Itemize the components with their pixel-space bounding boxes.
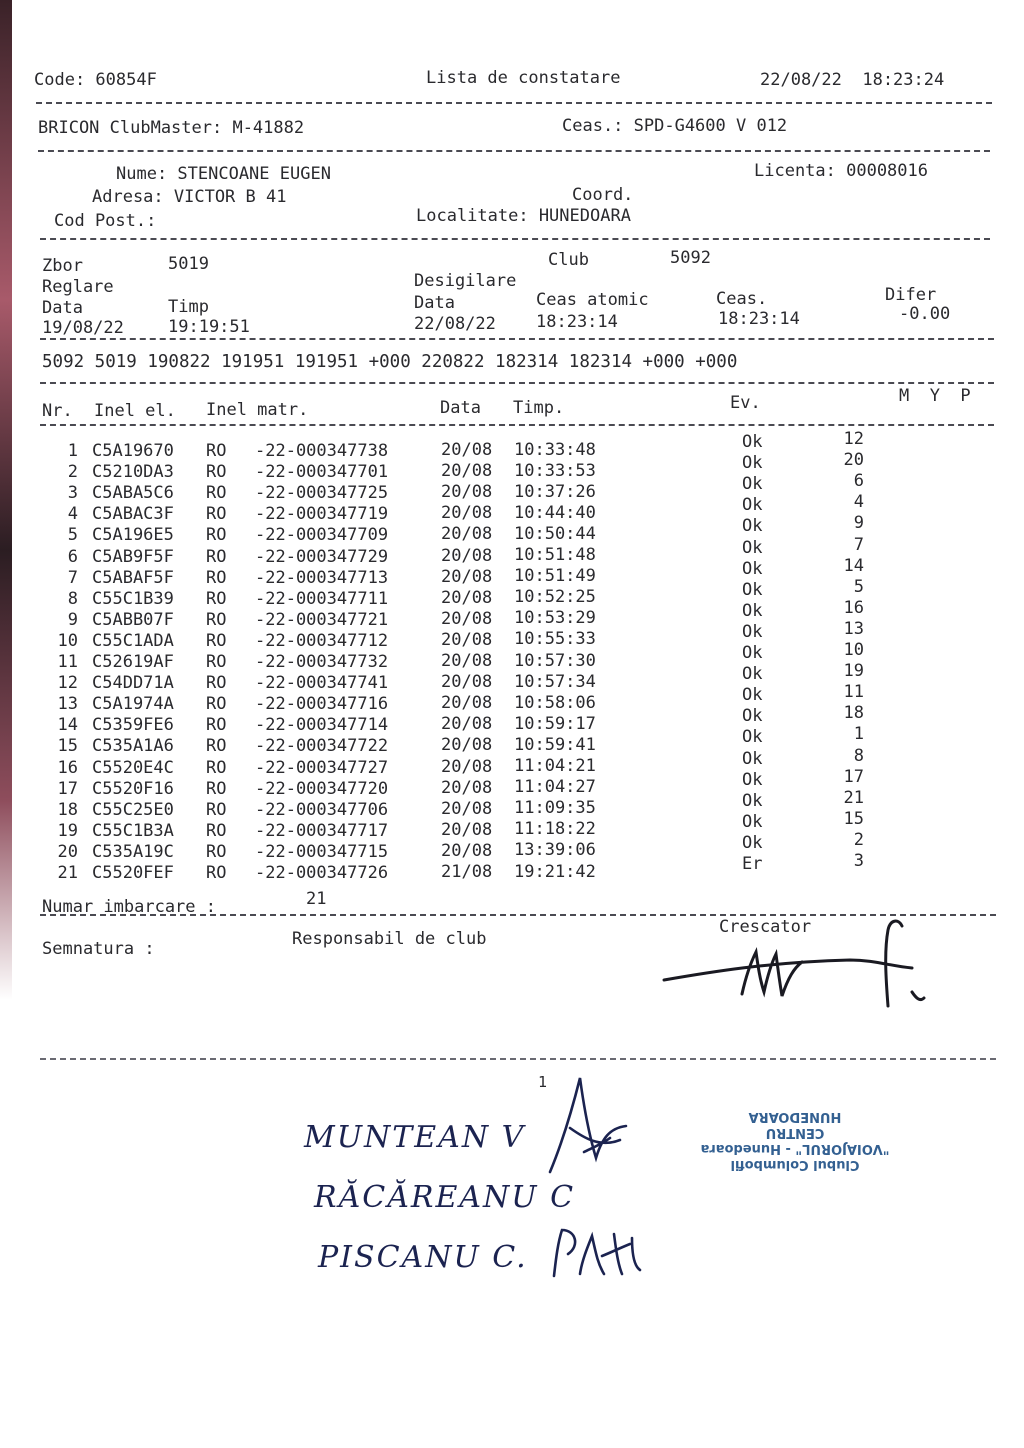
row-number: 11 (57, 652, 78, 672)
country-code: RO (206, 694, 227, 715)
electronic-ring: C5ABB07F (92, 609, 174, 630)
position-m: 4 (853, 492, 864, 513)
position-m: 8 (853, 745, 864, 766)
ring-number: -22-000347741 (255, 673, 389, 694)
event-status: Ok (742, 832, 763, 853)
ring-number: -22-000347732 (255, 652, 389, 672)
clock-time-value: 18:23:14 (718, 309, 800, 329)
electronic-ring: C54DD71A (92, 673, 174, 694)
electronic-ring: C5A19670 (92, 441, 174, 461)
arrival-time: 11:04:21 (514, 756, 596, 776)
row-number: 2 (67, 462, 78, 483)
ring-number: -22-000347714 (255, 715, 389, 736)
col-header-inel-el: Inel el. (94, 401, 176, 421)
club-stamp (690, 1108, 900, 1172)
position-m: 15 (843, 808, 864, 829)
arrival-time: 10:44:40 (514, 502, 596, 523)
ring-number: -22-000347738 (255, 441, 389, 461)
document-title: Lista de constatare (426, 68, 621, 88)
event-status: Ok (742, 769, 763, 790)
row-number: 15 (57, 736, 78, 757)
country-code: RO (206, 441, 227, 461)
country-code: RO (206, 820, 227, 841)
ring-number: -22-000347712 (255, 630, 389, 651)
row-number: 5 (67, 525, 78, 546)
clock-label: Ceas.: SPD-G4600 V 012 (562, 116, 788, 136)
arrival-date: 20/08 (441, 629, 493, 650)
arrival-time: 10:53:29 (514, 608, 596, 629)
ring-number: -22-000347720 (255, 778, 389, 799)
arrival-time: 10:55:33 (514, 629, 596, 650)
arrival-time: 10:52:25 (514, 587, 596, 608)
country-code: RO (206, 799, 227, 820)
arrival-date: 20/08 (441, 440, 493, 460)
reglare-label: Reglare (42, 277, 114, 297)
arrival-date: 20/08 (441, 587, 493, 608)
ring-number: -22-000347725 (255, 483, 389, 504)
stamp-line: HUNEDOARA (748, 1109, 842, 1124)
difference-value: -0.00 (899, 304, 951, 324)
country-code: RO (206, 757, 227, 778)
divider (40, 1058, 996, 1060)
electronic-ring: C5A196E5 (92, 525, 174, 546)
signature-label: Semnatura : (42, 939, 155, 959)
arrival-time: 10:33:53 (514, 460, 596, 481)
flight-label: Zbor (42, 256, 83, 276)
event-status: Ok (742, 748, 763, 769)
country-code: RO (206, 525, 227, 546)
country-code: RO (206, 546, 227, 567)
row-number: 1 (67, 441, 78, 461)
row-number: 16 (57, 757, 78, 778)
arrival-date: 20/08 (441, 756, 493, 777)
electronic-ring: C55C1B39 (92, 588, 174, 609)
license-number: Licenta: 00008016 (754, 161, 928, 181)
col-header-data: Data (440, 398, 481, 418)
event-status: Ok (742, 495, 763, 516)
arrival-date: 20/08 (441, 608, 493, 629)
position-m: 9 (853, 513, 864, 534)
handwritten-name-3: PISCANU C. (318, 1240, 528, 1275)
ring-number: -22-000347709 (255, 525, 389, 546)
position-m: 18 (843, 703, 864, 724)
boarding-count-value: 21 (306, 889, 327, 909)
electronic-ring: C5520F16 (92, 778, 174, 799)
ring-number: -22-000347727 (255, 757, 389, 778)
arrival-time: 10:37:26 (514, 481, 596, 502)
device-label: BRICON ClubMaster: M-41882 (38, 118, 305, 138)
divider (40, 338, 994, 340)
clock-time-label: Ceas. (716, 289, 768, 309)
country-code: RO (206, 652, 227, 672)
difference-label: Difer (885, 285, 937, 305)
handwritten-name-2: RĂCĂREANU C (314, 1180, 576, 1215)
ring-number: -22-000347721 (255, 609, 389, 630)
event-status: Ok (742, 790, 763, 811)
reglare-date: 19/08/22 (42, 318, 124, 338)
event-status: Ok (742, 600, 763, 621)
arrival-time: 10:57:30 (514, 650, 596, 671)
row-number: 12 (57, 673, 78, 694)
event-status: Ok (742, 474, 763, 495)
desigilare-date-label: Data (414, 293, 455, 313)
electronic-ring: C52619AF (92, 652, 174, 672)
position-m: 6 (853, 471, 864, 492)
event-status: Ok (742, 537, 763, 558)
document-datetime: 22/08/22 18:23:24 (760, 70, 945, 90)
col-header-ev: Ev. (730, 393, 761, 413)
electronic-ring: C5359FE6 (92, 715, 174, 736)
desigilare-date: 22/08/22 (414, 314, 496, 334)
country-code: RO (206, 504, 227, 525)
country-code: RO (206, 609, 227, 630)
code-label: Code: 60854F (34, 70, 157, 90)
event-status: Ok (742, 811, 763, 832)
country-code: RO (206, 630, 227, 651)
event-status: Ok (742, 432, 763, 452)
divider (36, 102, 992, 104)
reglare-time: 19:19:51 (168, 317, 250, 337)
position-m: 21 (843, 787, 864, 808)
position-m: 19 (843, 661, 864, 682)
reglare-time-label: Timp (168, 297, 209, 317)
stamp-line: "VOIAJORUL" - Hunedoara (700, 1141, 890, 1156)
club-responsible-label: Responsabil de club (292, 929, 487, 949)
arrival-time: 11:18:22 (514, 819, 596, 840)
event-status: Ok (742, 579, 763, 600)
event-status: Ok (742, 621, 763, 642)
position-m: 3 (853, 851, 864, 871)
arrival-time: 10:33:48 (514, 439, 596, 460)
electronic-ring: C5AB9F5F (92, 546, 174, 567)
ring-number: -22-000347717 (255, 820, 389, 841)
club-number: 5092 (670, 248, 711, 268)
country-code: RO (206, 841, 227, 862)
locality: Localitate: HUNEDOARA (416, 206, 631, 226)
col-header-inel-matr: Inel matr. (206, 400, 309, 420)
electronic-ring: C55C25E0 (92, 799, 174, 820)
electronic-ring: C55C1B3A (92, 820, 174, 841)
handwritten-signature-2 (546, 1224, 646, 1284)
arrival-date: 20/08 (441, 819, 493, 840)
row-number: 8 (67, 588, 78, 609)
arrival-time: 10:50:44 (514, 523, 596, 544)
row-number: 6 (67, 546, 78, 567)
arrival-time: 10:58:06 (514, 692, 596, 713)
electronic-ring: C5A1974A (92, 694, 174, 715)
atomic-clock-label: Ceas atomic (536, 290, 649, 310)
row-number: 18 (57, 799, 78, 820)
arrival-date: 20/08 (441, 482, 493, 503)
event-status: Er (742, 854, 763, 874)
photo-background-edge (0, 0, 12, 1000)
row-number: 3 (67, 483, 78, 504)
event-status: Ok (742, 558, 763, 579)
position-m: 2 (853, 829, 864, 850)
ring-number: -22-000347706 (255, 799, 389, 820)
ring-number: -22-000347701 (255, 462, 389, 483)
divider (40, 382, 994, 384)
position-m: 1 (853, 724, 864, 745)
arrival-time: 10:59:41 (514, 734, 596, 755)
arrival-date: 20/08 (441, 693, 493, 714)
breeder-signature (650, 910, 950, 1020)
arrival-date: 20/08 (441, 798, 493, 819)
country-code: RO (206, 567, 227, 588)
position-m: 20 (843, 450, 864, 471)
country-code: RO (206, 863, 227, 883)
breeder-label: Crescator (719, 917, 812, 937)
ring-number: -22-000347729 (255, 546, 389, 567)
position-m: 12 (843, 429, 864, 449)
arrival-date: 20/08 (441, 545, 493, 566)
electronic-ring: C55C1ADA (92, 630, 174, 651)
col-header-myp: M Y P (899, 386, 971, 406)
flight-number: 5019 (168, 254, 209, 274)
arrival-date: 20/08 (441, 735, 493, 756)
event-status: Ok (742, 685, 763, 706)
country-code: RO (206, 715, 227, 736)
position-m: 7 (853, 534, 864, 555)
position-m: 17 (843, 766, 864, 787)
stamp-line: CENTRU (765, 1125, 825, 1140)
electronic-ring: C5520FEF (92, 863, 174, 883)
country-code: RO (206, 483, 227, 504)
ring-number: -22-000347726 (255, 863, 389, 883)
electronic-ring: C5ABAF5F (92, 567, 174, 588)
event-status: Ok (742, 516, 763, 537)
coord-label: Coord. (572, 185, 634, 205)
arrival-date: 20/08 (441, 840, 493, 861)
country-code: RO (206, 588, 227, 609)
arrival-date: 20/08 (441, 714, 493, 735)
arrival-time: 19:21:42 (514, 861, 596, 882)
arrival-time: 11:09:35 (514, 798, 596, 819)
divider (40, 238, 990, 240)
arrival-date: 20/08 (441, 461, 493, 482)
encoded-summary-line: 5092 5019 190822 191951 191951 +000 220822 182314 182314 +000 +000 (42, 352, 738, 372)
event-status: Ok (742, 727, 763, 748)
electronic-ring: C5ABAC3F (92, 504, 174, 525)
position-m: 10 (843, 640, 864, 660)
event-status: Ok (742, 453, 763, 474)
arrival-time: 10:59:17 (514, 713, 596, 734)
electronic-ring: C5ABA5C6 (92, 483, 174, 504)
postal-code-label: Cod Post.: (54, 211, 157, 231)
electronic-ring: C5520E4C (92, 757, 174, 778)
position-m: 5 (853, 576, 864, 597)
row-number: 20 (57, 841, 78, 862)
position-m: 11 (843, 682, 864, 703)
arrival-time: 11:04:27 (514, 777, 596, 798)
reglare-date-label: Data (42, 298, 83, 318)
arrival-time: 10:57:34 (514, 671, 596, 692)
country-code: RO (206, 462, 227, 483)
arrival-date: 20/08 (441, 777, 493, 798)
electronic-ring: C535A19C (92, 841, 174, 862)
ring-number: -22-000347713 (255, 567, 389, 588)
event-status: Ok (742, 664, 763, 685)
position-m: 16 (843, 597, 864, 618)
ring-number: -22-000347719 (255, 504, 389, 525)
page-number: 1 (538, 1073, 548, 1091)
arrival-time: 13:39:06 (514, 840, 596, 861)
club-label: Club (548, 250, 589, 270)
col-header-timp: Timp. (513, 398, 565, 418)
arrival-date: 20/08 (441, 503, 493, 524)
fancier-name: Nume: STENCOANE EUGEN (116, 164, 331, 184)
handwritten-signature-1 (540, 1068, 650, 1188)
row-number: 19 (57, 820, 78, 841)
country-code: RO (206, 673, 227, 694)
event-status: Ok (742, 643, 763, 663)
arrival-date: 20/08 (441, 672, 493, 693)
handwritten-name-1: MUNTEAN V (304, 1120, 526, 1155)
ring-number: -22-000347722 (255, 736, 389, 757)
boarding-count-label: Numar imbarcare : (42, 897, 216, 917)
position-m: 13 (843, 618, 864, 639)
country-code: RO (206, 736, 227, 757)
row-number: 13 (57, 694, 78, 715)
row-number: 21 (57, 863, 78, 883)
col-header-nr: Nr. (42, 401, 73, 421)
desigilare-label: Desigilare (414, 271, 517, 291)
electronic-ring: C5210DA3 (92, 462, 174, 483)
row-number: 7 (67, 567, 78, 588)
row-number: 10 (57, 630, 78, 651)
arrival-date: 20/08 (441, 651, 493, 671)
country-code: RO (206, 778, 227, 799)
electronic-ring: C535A1A6 (92, 736, 174, 757)
ring-number: -22-000347711 (255, 588, 389, 609)
arrival-date: 21/08 (441, 862, 493, 882)
arrival-time: 10:51:48 (514, 545, 596, 565)
event-status: Ok (742, 706, 763, 727)
arrival-date: 20/08 (441, 566, 493, 587)
ring-number: -22-000347716 (255, 694, 389, 715)
stamp-line: Clubul Columbofil (730, 1157, 860, 1172)
fancier-address: Adresa: VICTOR B 41 (92, 187, 287, 207)
atomic-clock-value: 18:23:14 (536, 312, 618, 332)
ring-number: -22-000347715 (255, 841, 389, 862)
position-m: 14 (843, 555, 864, 576)
row-number: 9 (67, 609, 78, 630)
divider (38, 150, 990, 152)
row-number: 14 (57, 715, 78, 736)
divider (40, 424, 994, 426)
arrival-time: 10:51:49 (514, 566, 596, 587)
row-number: 17 (57, 778, 78, 799)
arrival-date: 20/08 (441, 524, 493, 545)
row-number: 4 (67, 504, 78, 525)
